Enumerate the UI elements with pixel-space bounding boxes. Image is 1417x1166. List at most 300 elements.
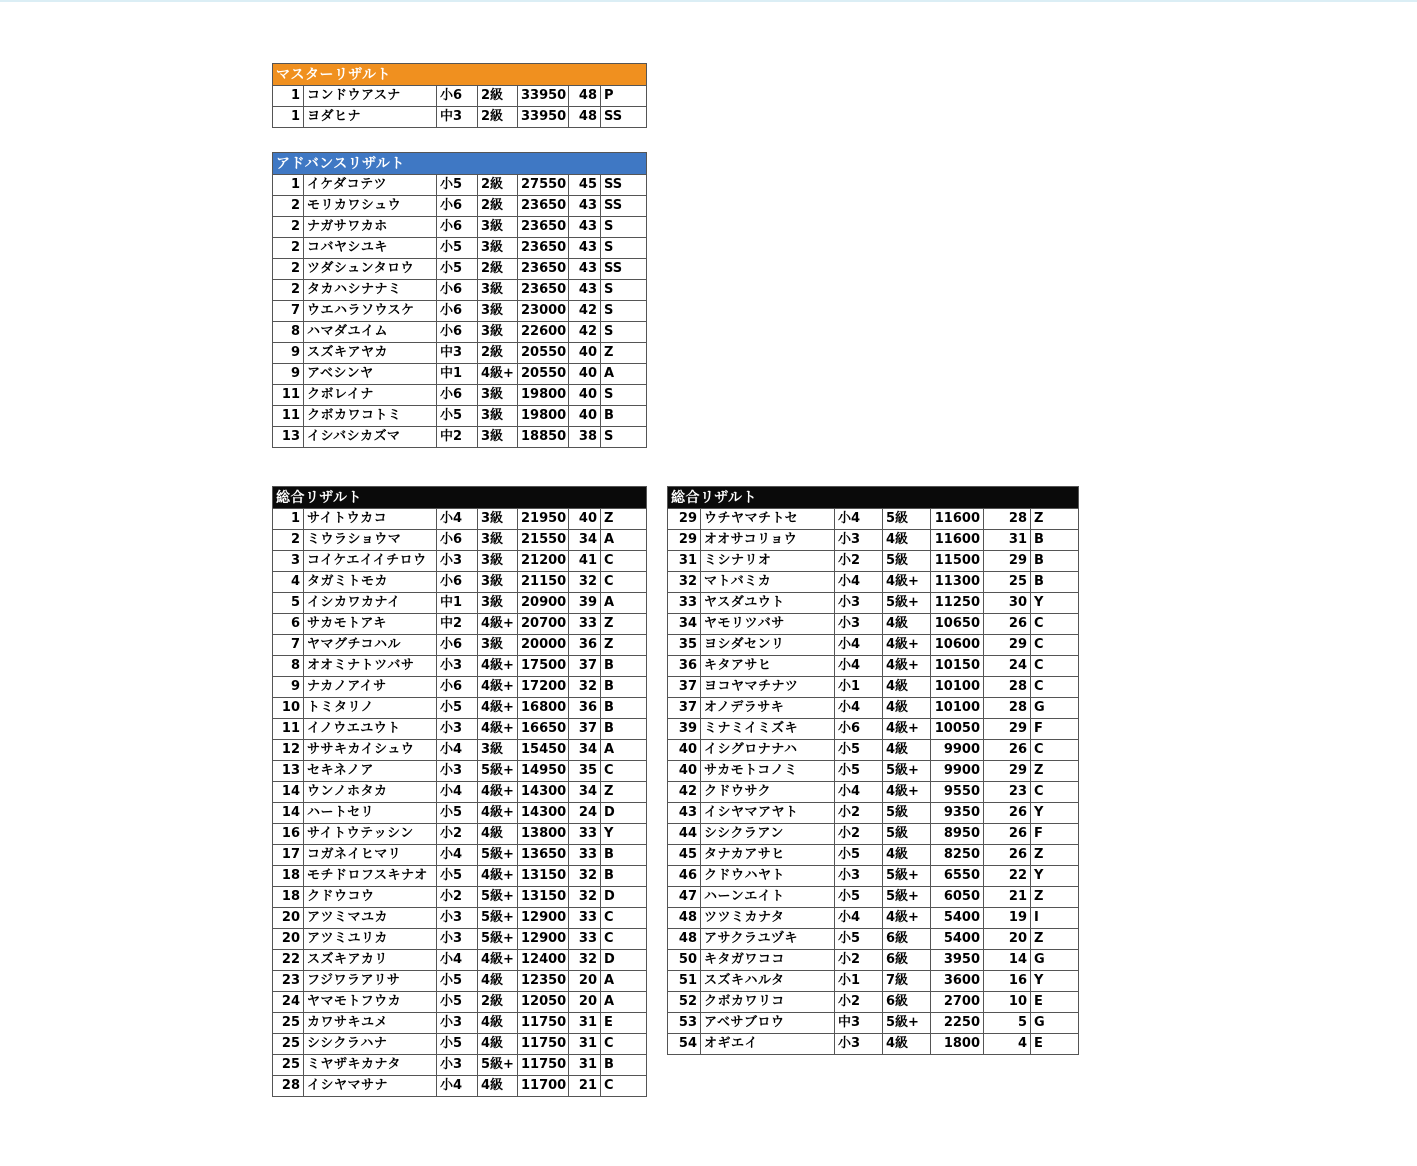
level-cell: 5級 <box>883 803 931 824</box>
table-row <box>273 971 647 992</box>
rank-cell: 2 <box>273 217 304 238</box>
name-cell: ハートセリ <box>304 803 437 824</box>
class-cell: Z <box>1031 887 1079 908</box>
name-cell: キタガワココ <box>701 950 835 971</box>
table-row <box>273 217 647 238</box>
rank-cell: 48 <box>668 908 701 929</box>
grade-cell: 小5 <box>437 406 478 427</box>
name-cell: コンドウアスナ <box>304 86 437 107</box>
grade-cell: 小3 <box>835 1034 883 1055</box>
level-cell: 5級+ <box>883 761 931 782</box>
level-cell: 5級 <box>883 551 931 572</box>
grade-cell: 小2 <box>835 950 883 971</box>
count-cell: 39 <box>569 593 601 614</box>
grade-cell: 小5 <box>437 698 478 719</box>
name-cell: アツミユリカ <box>304 929 437 950</box>
grade-cell: 小1 <box>835 971 883 992</box>
score-cell: 9900 <box>931 761 984 782</box>
name-cell: アベサブロウ <box>701 1013 835 1034</box>
name-cell: アツミマユカ <box>304 908 437 929</box>
level-cell: 4級 <box>478 1034 518 1055</box>
rank-cell: 5 <box>273 593 304 614</box>
name-cell: オオサコリョウ <box>701 530 835 551</box>
grade-cell: 小6 <box>437 301 478 322</box>
rank-cell: 12 <box>273 740 304 761</box>
count-cell: 32 <box>569 887 601 908</box>
class-cell: B <box>601 656 647 677</box>
count-cell: 21 <box>984 887 1031 908</box>
score-cell: 12900 <box>518 908 569 929</box>
rank-cell: 54 <box>668 1034 701 1055</box>
grade-cell: 小3 <box>835 614 883 635</box>
score-cell: 9900 <box>931 740 984 761</box>
rank-cell: 44 <box>668 824 701 845</box>
grade-cell: 小4 <box>437 1076 478 1097</box>
grade-cell: 小5 <box>835 887 883 908</box>
table-row <box>668 992 1079 1013</box>
grade-cell: 小2 <box>835 992 883 1013</box>
count-cell: 26 <box>984 614 1031 635</box>
name-cell: アベシンヤ <box>304 364 437 385</box>
name-cell: タガミトモカ <box>304 572 437 593</box>
name-cell: ヤマモトフウカ <box>304 992 437 1013</box>
name-cell: モリカワシュウ <box>304 196 437 217</box>
class-cell: C <box>601 1076 647 1097</box>
level-cell: 3級 <box>478 427 518 448</box>
name-cell: イシヤマアヤト <box>701 803 835 824</box>
grade-cell: 小5 <box>835 929 883 950</box>
grade-cell: 小4 <box>437 950 478 971</box>
name-cell: サイトウテッシン <box>304 824 437 845</box>
class-cell: S <box>601 280 647 301</box>
class-cell: Y <box>1031 803 1079 824</box>
class-cell: Z <box>1031 929 1079 950</box>
table-row <box>273 992 647 1013</box>
rank-cell: 48 <box>668 929 701 950</box>
class-cell: Z <box>1031 761 1079 782</box>
rank-cell: 11 <box>273 385 304 406</box>
master-result-table <box>272 63 647 128</box>
score-cell: 12050 <box>518 992 569 1013</box>
count-cell: 14 <box>984 950 1031 971</box>
class-cell: S <box>601 322 647 343</box>
level-cell: 4級 <box>478 1076 518 1097</box>
count-cell: 34 <box>569 740 601 761</box>
class-cell: C <box>1031 782 1079 803</box>
score-cell: 9550 <box>931 782 984 803</box>
rank-cell: 25 <box>273 1055 304 1076</box>
count-cell: 43 <box>569 196 601 217</box>
table-header-row <box>273 487 647 509</box>
class-cell: C <box>1031 656 1079 677</box>
grade-cell: 中3 <box>437 343 478 364</box>
table-row <box>273 845 647 866</box>
score-cell: 3600 <box>931 971 984 992</box>
table-row <box>273 1076 647 1097</box>
rank-cell: 43 <box>668 803 701 824</box>
count-cell: 35 <box>569 761 601 782</box>
name-cell: サカモトコノミ <box>701 761 835 782</box>
score-cell: 11700 <box>518 1076 569 1097</box>
count-cell: 26 <box>984 824 1031 845</box>
table-row <box>668 1013 1079 1034</box>
grade-cell: 小2 <box>437 824 478 845</box>
table-row <box>273 364 647 385</box>
name-cell: セキネノア <box>304 761 437 782</box>
class-cell: C <box>1031 677 1079 698</box>
count-cell: 4 <box>984 1034 1031 1055</box>
class-cell: A <box>601 364 647 385</box>
rank-cell: 11 <box>273 719 304 740</box>
level-cell: 4級 <box>478 824 518 845</box>
count-cell: 32 <box>569 572 601 593</box>
table-row <box>273 908 647 929</box>
overall-result-table-left <box>272 486 647 1097</box>
class-cell: C <box>1031 740 1079 761</box>
level-cell: 5級+ <box>478 761 518 782</box>
class-cell: F <box>1031 719 1079 740</box>
name-cell: ツダシュンタロウ <box>304 259 437 280</box>
name-cell: コガネイヒマリ <box>304 845 437 866</box>
count-cell: 37 <box>569 656 601 677</box>
name-cell: シシクラアン <box>701 824 835 845</box>
table-row <box>273 107 647 128</box>
rank-cell: 4 <box>273 572 304 593</box>
class-cell: G <box>1031 698 1079 719</box>
name-cell: クドウハヤト <box>701 866 835 887</box>
class-cell: B <box>1031 572 1079 593</box>
grade-cell: 小5 <box>437 259 478 280</box>
rank-cell: 46 <box>668 866 701 887</box>
level-cell: 4級+ <box>478 677 518 698</box>
level-cell: 4級 <box>883 698 931 719</box>
name-cell: ササキカイシュウ <box>304 740 437 761</box>
table-row <box>273 782 647 803</box>
name-cell: サイトウカコ <box>304 509 437 530</box>
rank-cell: 34 <box>668 614 701 635</box>
score-cell: 5400 <box>931 929 984 950</box>
count-cell: 34 <box>569 782 601 803</box>
rank-cell: 2 <box>273 196 304 217</box>
name-cell: イシバシカズマ <box>304 427 437 448</box>
count-cell: 45 <box>569 175 601 196</box>
count-cell: 5 <box>984 1013 1031 1034</box>
score-cell: 10650 <box>931 614 984 635</box>
score-cell: 5400 <box>931 908 984 929</box>
name-cell: ヨシダセンリ <box>701 635 835 656</box>
score-cell: 13800 <box>518 824 569 845</box>
level-cell: 4級+ <box>883 656 931 677</box>
level-cell: 3級 <box>478 280 518 301</box>
rank-cell: 23 <box>273 971 304 992</box>
name-cell: イシグロナナハ <box>701 740 835 761</box>
name-cell: コバヤシユキ <box>304 238 437 259</box>
table-row <box>273 406 647 427</box>
class-cell: G <box>1031 950 1079 971</box>
count-cell: 29 <box>984 635 1031 656</box>
score-cell: 16650 <box>518 719 569 740</box>
grade-cell: 小6 <box>437 196 478 217</box>
table-row <box>273 866 647 887</box>
grade-cell: 小5 <box>437 803 478 824</box>
section-title: マスターリザルト <box>273 64 647 86</box>
grade-cell: 小4 <box>437 740 478 761</box>
rank-cell: 18 <box>273 866 304 887</box>
score-cell: 21150 <box>518 572 569 593</box>
score-cell: 11600 <box>931 530 984 551</box>
table-row <box>668 635 1079 656</box>
name-cell: ミナミイミズキ <box>701 719 835 740</box>
table-row <box>668 593 1079 614</box>
table-row <box>668 677 1079 698</box>
level-cell: 4級+ <box>478 782 518 803</box>
count-cell: 41 <box>569 551 601 572</box>
count-cell: 42 <box>569 322 601 343</box>
name-cell: オギエイ <box>701 1034 835 1055</box>
class-cell: S <box>601 217 647 238</box>
score-cell: 33950 <box>518 107 569 128</box>
level-cell: 6級 <box>883 992 931 1013</box>
score-cell: 8250 <box>931 845 984 866</box>
score-cell: 12350 <box>518 971 569 992</box>
level-cell: 5級+ <box>478 1055 518 1076</box>
count-cell: 21 <box>569 1076 601 1097</box>
class-cell: A <box>601 992 647 1013</box>
name-cell: ヨコヤマチナツ <box>701 677 835 698</box>
table-row <box>668 509 1079 530</box>
class-cell: S <box>601 301 647 322</box>
grade-cell: 中1 <box>437 364 478 385</box>
score-cell: 11300 <box>931 572 984 593</box>
level-cell: 4級+ <box>478 614 518 635</box>
grade-cell: 小5 <box>437 992 478 1013</box>
score-cell: 23650 <box>518 259 569 280</box>
class-cell: G <box>1031 1013 1079 1034</box>
class-cell: B <box>601 866 647 887</box>
name-cell: イシカワカナイ <box>304 593 437 614</box>
count-cell: 31 <box>984 530 1031 551</box>
rank-cell: 7 <box>273 635 304 656</box>
level-cell: 5級+ <box>883 887 931 908</box>
level-cell: 3級 <box>478 635 518 656</box>
score-cell: 10150 <box>931 656 984 677</box>
count-cell: 33 <box>569 824 601 845</box>
rank-cell: 47 <box>668 887 701 908</box>
table-row <box>668 719 1079 740</box>
table-row <box>668 824 1079 845</box>
class-cell: SS <box>601 107 647 128</box>
count-cell: 10 <box>984 992 1031 1013</box>
score-cell: 11500 <box>931 551 984 572</box>
level-cell: 3級 <box>478 572 518 593</box>
class-cell: P <box>601 86 647 107</box>
count-cell: 24 <box>984 656 1031 677</box>
score-cell: 21200 <box>518 551 569 572</box>
name-cell: ナカノアイサ <box>304 677 437 698</box>
class-cell: S <box>601 385 647 406</box>
level-cell: 3級 <box>478 740 518 761</box>
rank-cell: 39 <box>668 719 701 740</box>
score-cell: 27550 <box>518 175 569 196</box>
count-cell: 24 <box>569 803 601 824</box>
table-row <box>273 175 647 196</box>
count-cell: 33 <box>569 845 601 866</box>
class-cell: I <box>1031 908 1079 929</box>
class-cell: SS <box>601 196 647 217</box>
level-cell: 4級+ <box>478 866 518 887</box>
class-cell: A <box>601 593 647 614</box>
grade-cell: 中3 <box>835 1013 883 1034</box>
count-cell: 25 <box>984 572 1031 593</box>
rank-cell: 9 <box>273 677 304 698</box>
score-cell: 11250 <box>931 593 984 614</box>
name-cell: フジワラアリサ <box>304 971 437 992</box>
score-cell: 8950 <box>931 824 984 845</box>
level-cell: 3級 <box>478 551 518 572</box>
rank-cell: 42 <box>668 782 701 803</box>
rank-cell: 10 <box>273 698 304 719</box>
count-cell: 37 <box>569 719 601 740</box>
score-cell: 18850 <box>518 427 569 448</box>
class-cell: SS <box>601 259 647 280</box>
table-row <box>273 950 647 971</box>
name-cell: アサクラユヅキ <box>701 929 835 950</box>
level-cell: 5級+ <box>883 866 931 887</box>
count-cell: 43 <box>569 280 601 301</box>
count-cell: 29 <box>984 551 1031 572</box>
level-cell: 3級 <box>478 530 518 551</box>
score-cell: 14950 <box>518 761 569 782</box>
table-row <box>273 551 647 572</box>
grade-cell: 小2 <box>835 803 883 824</box>
rank-cell: 53 <box>668 1013 701 1034</box>
grade-cell: 小6 <box>437 677 478 698</box>
level-cell: 4級+ <box>478 719 518 740</box>
rank-cell: 51 <box>668 971 701 992</box>
name-cell: クボレイナ <box>304 385 437 406</box>
count-cell: 32 <box>569 950 601 971</box>
name-cell: ミウラショウマ <box>304 530 437 551</box>
level-cell: 4級 <box>883 740 931 761</box>
level-cell: 4級 <box>883 530 931 551</box>
section-title: 総合リザルト <box>273 487 647 509</box>
level-cell: 4級+ <box>883 719 931 740</box>
count-cell: 28 <box>984 677 1031 698</box>
table-row <box>273 803 647 824</box>
class-cell: E <box>1031 1034 1079 1055</box>
level-cell: 4級 <box>883 614 931 635</box>
score-cell: 14300 <box>518 803 569 824</box>
rank-cell: 1 <box>273 86 304 107</box>
table-row <box>273 593 647 614</box>
level-cell: 2級 <box>478 107 518 128</box>
grade-cell: 小4 <box>835 908 883 929</box>
level-cell: 2級 <box>478 86 518 107</box>
grade-cell: 小2 <box>835 551 883 572</box>
count-cell: 16 <box>984 971 1031 992</box>
table-row <box>273 301 647 322</box>
table-row <box>273 86 647 107</box>
level-cell: 5級+ <box>478 887 518 908</box>
name-cell: ツツミカナタ <box>701 908 835 929</box>
class-cell: C <box>601 761 647 782</box>
name-cell: オオミナトツバサ <box>304 656 437 677</box>
rank-cell: 20 <box>273 908 304 929</box>
table-row <box>273 740 647 761</box>
level-cell: 4級+ <box>478 656 518 677</box>
count-cell: 19 <box>984 908 1031 929</box>
level-cell: 2級 <box>478 343 518 364</box>
count-cell: 33 <box>569 929 601 950</box>
class-cell: C <box>601 572 647 593</box>
class-cell: Y <box>1031 866 1079 887</box>
rank-cell: 20 <box>273 929 304 950</box>
level-cell: 4級+ <box>883 782 931 803</box>
count-cell: 48 <box>569 107 601 128</box>
table-row <box>668 971 1079 992</box>
score-cell: 13150 <box>518 887 569 908</box>
class-cell: Z <box>601 782 647 803</box>
count-cell: 31 <box>569 1034 601 1055</box>
grade-cell: 小4 <box>835 656 883 677</box>
class-cell: Z <box>601 635 647 656</box>
table-row <box>273 259 647 280</box>
name-cell: サカモトアキ <box>304 614 437 635</box>
name-cell: キタアサヒ <box>701 656 835 677</box>
count-cell: 32 <box>569 866 601 887</box>
class-cell: SS <box>601 175 647 196</box>
grade-cell: 中2 <box>437 427 478 448</box>
table-row <box>668 530 1079 551</box>
table-row <box>273 887 647 908</box>
table-row <box>668 908 1079 929</box>
score-cell: 13650 <box>518 845 569 866</box>
grade-cell: 小5 <box>437 175 478 196</box>
score-cell: 11750 <box>518 1034 569 1055</box>
name-cell: イシヤマサナ <box>304 1076 437 1097</box>
rank-cell: 14 <box>273 782 304 803</box>
count-cell: 34 <box>569 530 601 551</box>
grade-cell: 小3 <box>835 593 883 614</box>
class-cell: S <box>601 238 647 259</box>
table-header-row <box>668 487 1079 509</box>
level-cell: 4級 <box>883 845 931 866</box>
level-cell: 4級+ <box>883 908 931 929</box>
level-cell: 5級 <box>883 824 931 845</box>
name-cell: ヤスダユウト <box>701 593 835 614</box>
grade-cell: 小6 <box>437 322 478 343</box>
name-cell: スズキアヤカ <box>304 343 437 364</box>
count-cell: 29 <box>984 719 1031 740</box>
score-cell: 20550 <box>518 364 569 385</box>
score-cell: 15450 <box>518 740 569 761</box>
level-cell: 4級+ <box>883 572 931 593</box>
grade-cell: 小3 <box>437 719 478 740</box>
class-cell: C <box>1031 635 1079 656</box>
count-cell: 22 <box>984 866 1031 887</box>
grade-cell: 小3 <box>437 656 478 677</box>
class-cell: B <box>601 698 647 719</box>
score-cell: 10600 <box>931 635 984 656</box>
class-cell: Y <box>601 824 647 845</box>
level-cell: 2級 <box>478 259 518 280</box>
count-cell: 20 <box>984 929 1031 950</box>
level-cell: 4級+ <box>478 364 518 385</box>
score-cell: 11750 <box>518 1055 569 1076</box>
name-cell: クドウサク <box>701 782 835 803</box>
count-cell: 42 <box>569 301 601 322</box>
table-row <box>273 656 647 677</box>
